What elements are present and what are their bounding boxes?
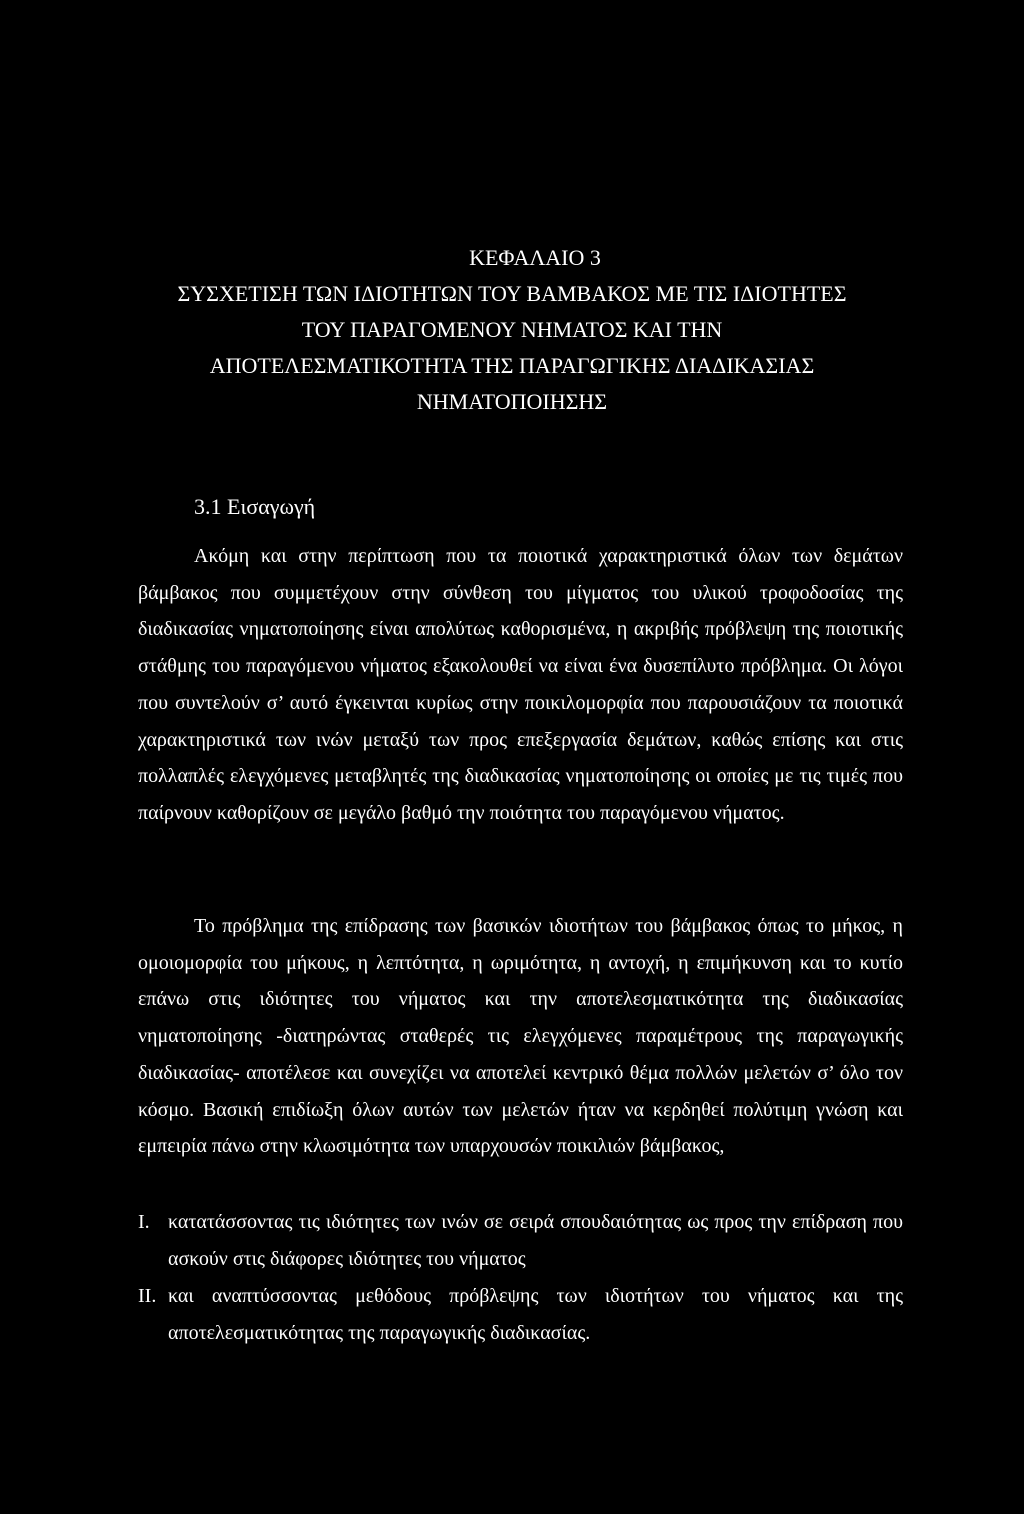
list-item-text: κατατάσσοντας τις ιδιότητες των ινών σε σειρά σπουδαιότητας ως προς την επίδραση που ασκούν στις διάφορες ιδιότητες του νήματος bbox=[168, 1211, 903, 1270]
body-paragraph: Ακόμη και στην περίπτωση που τα ποιοτικά χαρακτηριστικά όλων των δεμάτων βάμβακος που συμμετέχουν στην σύνθεση του μίγματος του υλικού τροφοδοσίας της διαδικασίας νηματοποίησης είναι απολύτως καθορισμένα, η ακριβής πρόβλεψη της ποιοτικής στάθμης του παραγόμενου νήματος εξακολουθεί να είναι ένα δυσεπίλυτο πρόβλημα. Οι λόγοι που συντελούν σ’ αυτό έγκεινται κυρίως στην ποικιλομορφία που παρουσιάζουν τα ποιοτικά χαρακτηριστικά των ινών μεταξύ των προς επεξεργασία δεμάτων, καθώς επίσης και στις πολλαπλές ελεγχόμενες μεταβλητές της διαδικασίας νηματοποίησης οι οποίες με τις τιμές που παίρνουν καθορίζουν σε μεγάλο βαθμό την ποιότητα του παραγόμενου νήματος. bbox=[138, 545, 903, 824]
list-item bbox=[138, 1204, 903, 1277]
section-title: 3.1 Εισαγωγή bbox=[194, 494, 316, 519]
chapter-title-line: ΝΗΜΑΤΟΠΟΙΗΣΗΣ bbox=[416, 389, 608, 414]
body-paragraph: Το πρόβλημα της επίδρασης των βασικών ιδιοτήτων του βάμβακος όπως το μήκος, η ομοιομορφία του μήκους, η λεπτότητα, η ωριμότητα, η αντοχή, η επιμήκυνση και το κυτίο επάνω στις ιδιότητες του νήματος και την αποτελεσματικότητα της διαδικασίας νηματοποίησης -διατηρώντας σταθερές τις ελεγχόμενες παραμέτρους της παραγωγικής διαδικασίας- αποτέλεσε και συνεχίζει να αποτελεί κεντρικό θέμα πολλών μελετών σ’ όλο τον κόσμο. Βασική επιδίωξη όλων αυτών των μελετών ήταν να κερδηθεί πολύτιμη γνώση και εμπειρία πάνω στην κλωσιμότητα των υπαρχουσών ποικιλιών βάμβακος, bbox=[138, 915, 903, 1158]
list-item bbox=[138, 1278, 903, 1351]
chapter-title-line: ΤΟΥ ΠΑΡΑΓΟΜΕΝΟΥ ΝΗΜΑΤΟΣ ΚΑΙ ΤΗΝ bbox=[301, 317, 723, 342]
list-marker: II. bbox=[138, 1285, 157, 1307]
list-marker: I. bbox=[138, 1211, 150, 1233]
list-item-text: και αναπτύσσοντας μεθόδους πρόβλεψης των ιδιοτήτων του νήματος και της αποτελεσματικότητας της παραγωγικής διαδικασίας. bbox=[168, 1285, 903, 1344]
chapter-title-line: ΣΥΣΧΕΤΙΣΗ ΤΩΝ ΙΔΙΟΤΗΤΩΝ ΤΟΥ ΒΑΜΒΑΚΟΣ ΜΕ ΤΙΣ ΙΔΙΟΤΗΤΕΣ bbox=[177, 281, 847, 306]
chapter-heading bbox=[0, 240, 1024, 420]
chapter-number: ΚΕΦΑΛΑΙΟ 3 bbox=[469, 245, 601, 270]
chapter-title-line: ΑΠΟΤΕΛΕΣΜΑΤΙΚΟΤΗΤΑ ΤΗΣ ΠΑΡΑΓΩΓΙΚΗΣ ΔΙΑΔΙΚΑΣΙΑΣ bbox=[209, 353, 815, 378]
